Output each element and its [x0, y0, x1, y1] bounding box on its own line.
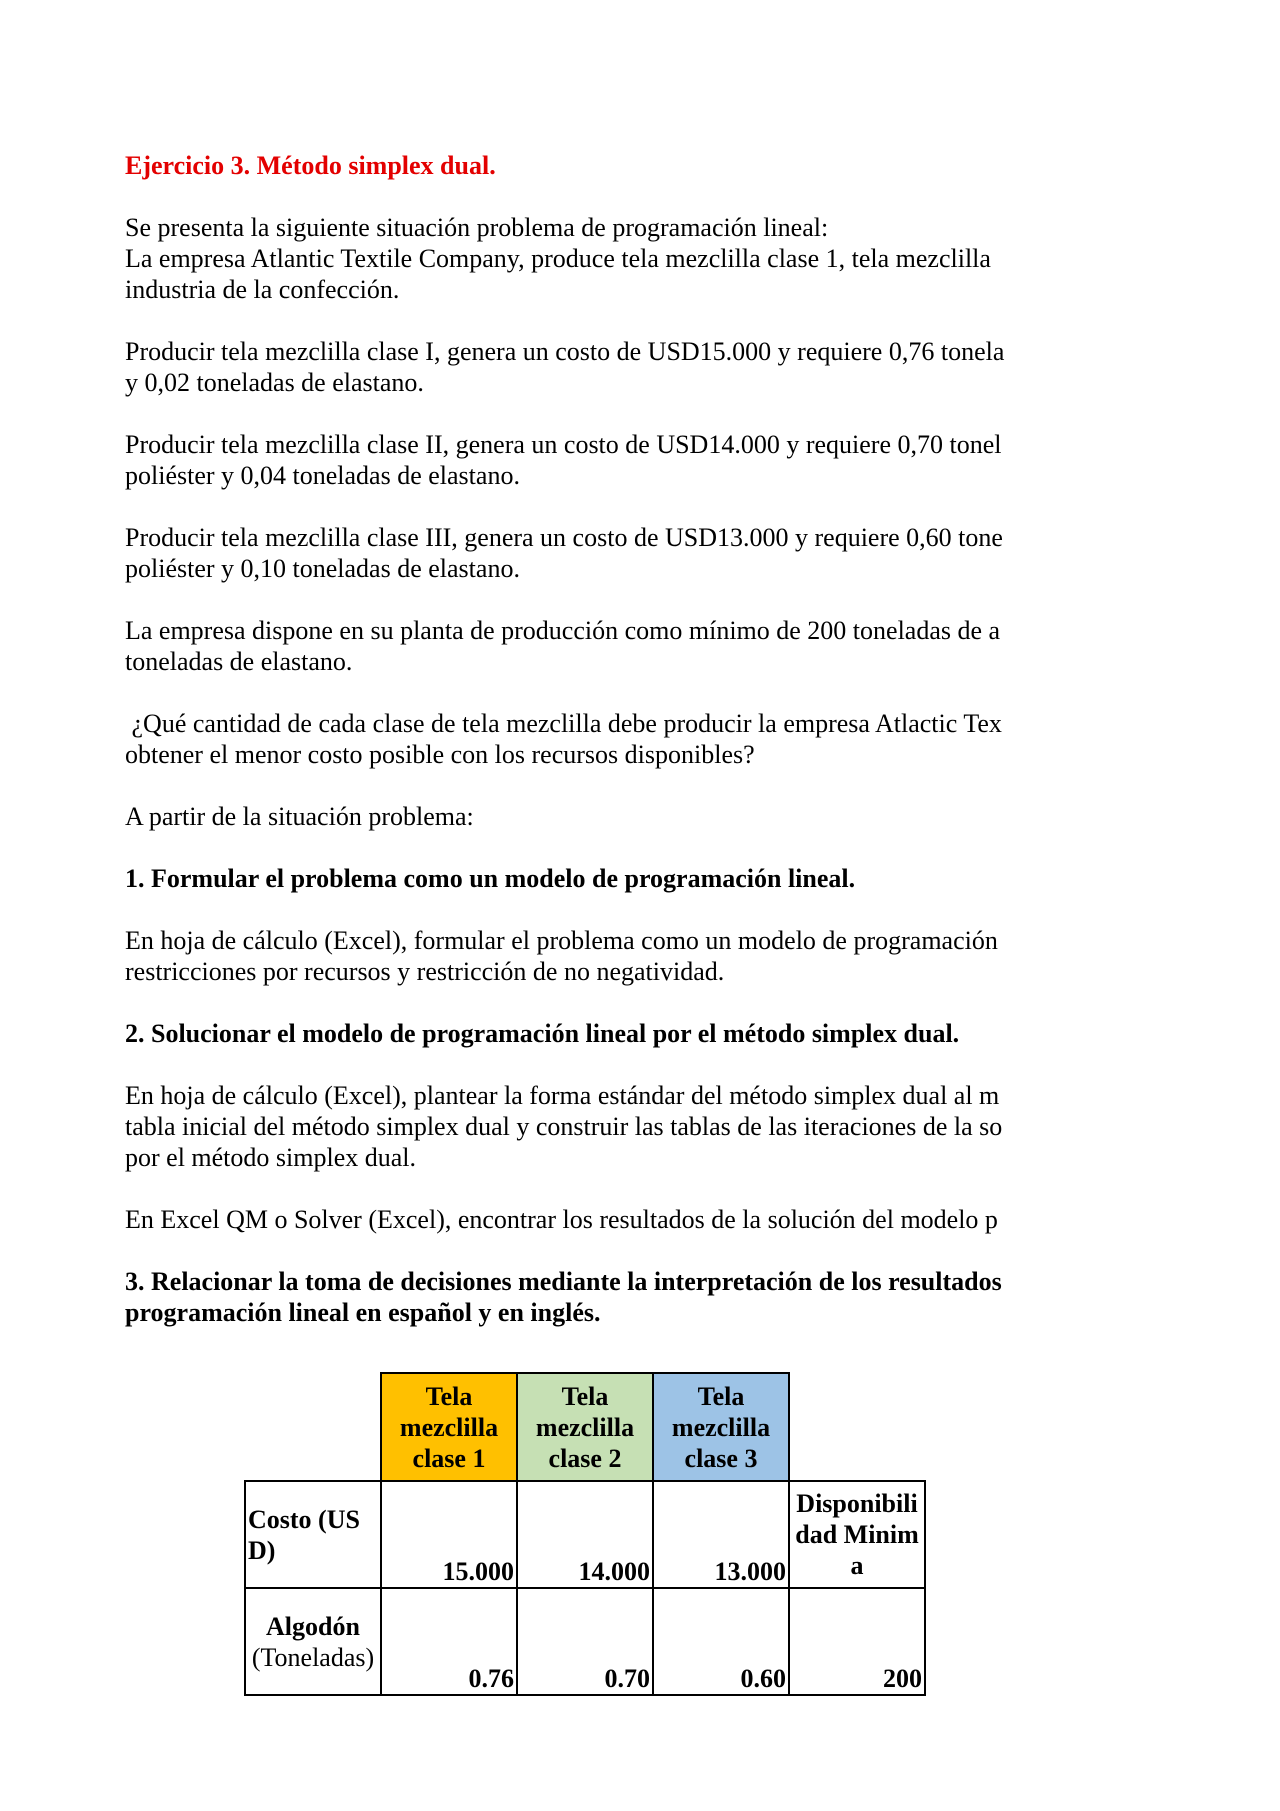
- paso1-heading: 1. Formular el problema como un modelo de programación lineal.: [125, 864, 856, 893]
- empty-corner-cell: [245, 1373, 381, 1481]
- pregunta-line: ¿Qué cantidad de cada clase de tela mezclilla debe producir la empresa Atlactic Tex: [125, 709, 1002, 738]
- paso1-line: restricciones por recursos y restricción de no negatividad.: [125, 957, 725, 986]
- algodon-label-cell: [245, 1588, 381, 1695]
- header-clase-1: Tela mezclilla clase 1: [381, 1373, 517, 1481]
- paso2-line: por el método simplex dual.: [125, 1143, 417, 1172]
- paso2-line-b: En Excel QM o Solver (Excel), encontrar los resultados de la solución del modelo p: [125, 1205, 998, 1234]
- paso3-heading: 3. Relacionar la toma de decisiones mediante la interpretación de los resultados: [125, 1267, 1002, 1296]
- empty-header-cell: [789, 1373, 925, 1481]
- table-row-algodon: [245, 1588, 925, 1695]
- paso2-line: tabla inicial del método simplex dual y construir las tablas de las iteraciones de la so: [125, 1112, 1003, 1141]
- pregunta-line: obtener el menor costo posible con los recursos disponibles?: [125, 740, 755, 769]
- clase2-line: poliéster y 0,04 toneladas de elastano.: [125, 461, 520, 490]
- disponibilidad-line: toneladas de elastano.: [125, 647, 353, 676]
- algodon-value: 0.76: [381, 1588, 517, 1695]
- clase3-line: Producir tela mezclilla clase III, genera un costo de USD13.000 y requiere 0,60 tone: [125, 523, 1003, 552]
- clase1-line: Producir tela mezclilla clase I, genera un costo de USD15.000 y requiere 0,76 tonela: [125, 337, 1005, 366]
- data-table: [244, 1372, 926, 1696]
- costo-value: 14.000: [517, 1481, 653, 1588]
- document-body: [125, 150, 1070, 1328]
- clase2-line: Producir tela mezclilla clase II, genera un costo de USD14.000 y requiere 0,70 tonel: [125, 430, 1002, 459]
- header-clase-2: Tela mezclilla clase 2: [517, 1373, 653, 1481]
- table-row-costo: [245, 1481, 925, 1588]
- algodon-value: 0.70: [517, 1588, 653, 1695]
- intro-line: Se presenta la siguiente situación problema de programación lineal:: [125, 213, 829, 242]
- paso2-line: En hoja de cálculo (Excel), plantear la forma estándar del método simplex dual al m: [125, 1081, 1000, 1110]
- clase3-line: poliéster y 0,10 toneladas de elastano.: [125, 554, 520, 583]
- exercise-title: Ejercicio 3. Método simplex dual.: [125, 151, 496, 180]
- algodon-unit: (Toneladas): [251, 1642, 375, 1672]
- header-clase-3: Tela mezclilla clase 3: [653, 1373, 789, 1481]
- algodon-disponibilidad: 200: [789, 1588, 925, 1695]
- intro-line: La empresa Atlantic Textile Company, produce tela mezclilla clase 1, tela mezclilla: [125, 244, 991, 273]
- costo-label: Costo (USD): [245, 1481, 381, 1588]
- paso2-heading: 2. Solucionar el modelo de programación lineal por el método simplex dual.: [125, 1019, 960, 1048]
- a-partir-line: A partir de la situación problema:: [125, 802, 474, 831]
- intro-line: industria de la confección.: [125, 275, 400, 304]
- costo-value: 15.000: [381, 1481, 517, 1588]
- paso1-line: En hoja de cálculo (Excel), formular el problema como un modelo de programación: [125, 926, 998, 955]
- algodon-label: Algodón: [266, 1611, 360, 1641]
- paso3-heading: programación lineal en español y en inglés.: [125, 1298, 601, 1327]
- disponibilidad-label: Disponibilidad Minima: [789, 1481, 925, 1588]
- clase1-line: y 0,02 toneladas de elastano.: [125, 368, 424, 397]
- algodon-value: 0.60: [653, 1588, 789, 1695]
- costo-value: 13.000: [653, 1481, 789, 1588]
- disponibilidad-line: La empresa dispone en su planta de producción como mínimo de 200 toneladas de a: [125, 616, 1001, 645]
- table-header-row: [245, 1373, 925, 1481]
